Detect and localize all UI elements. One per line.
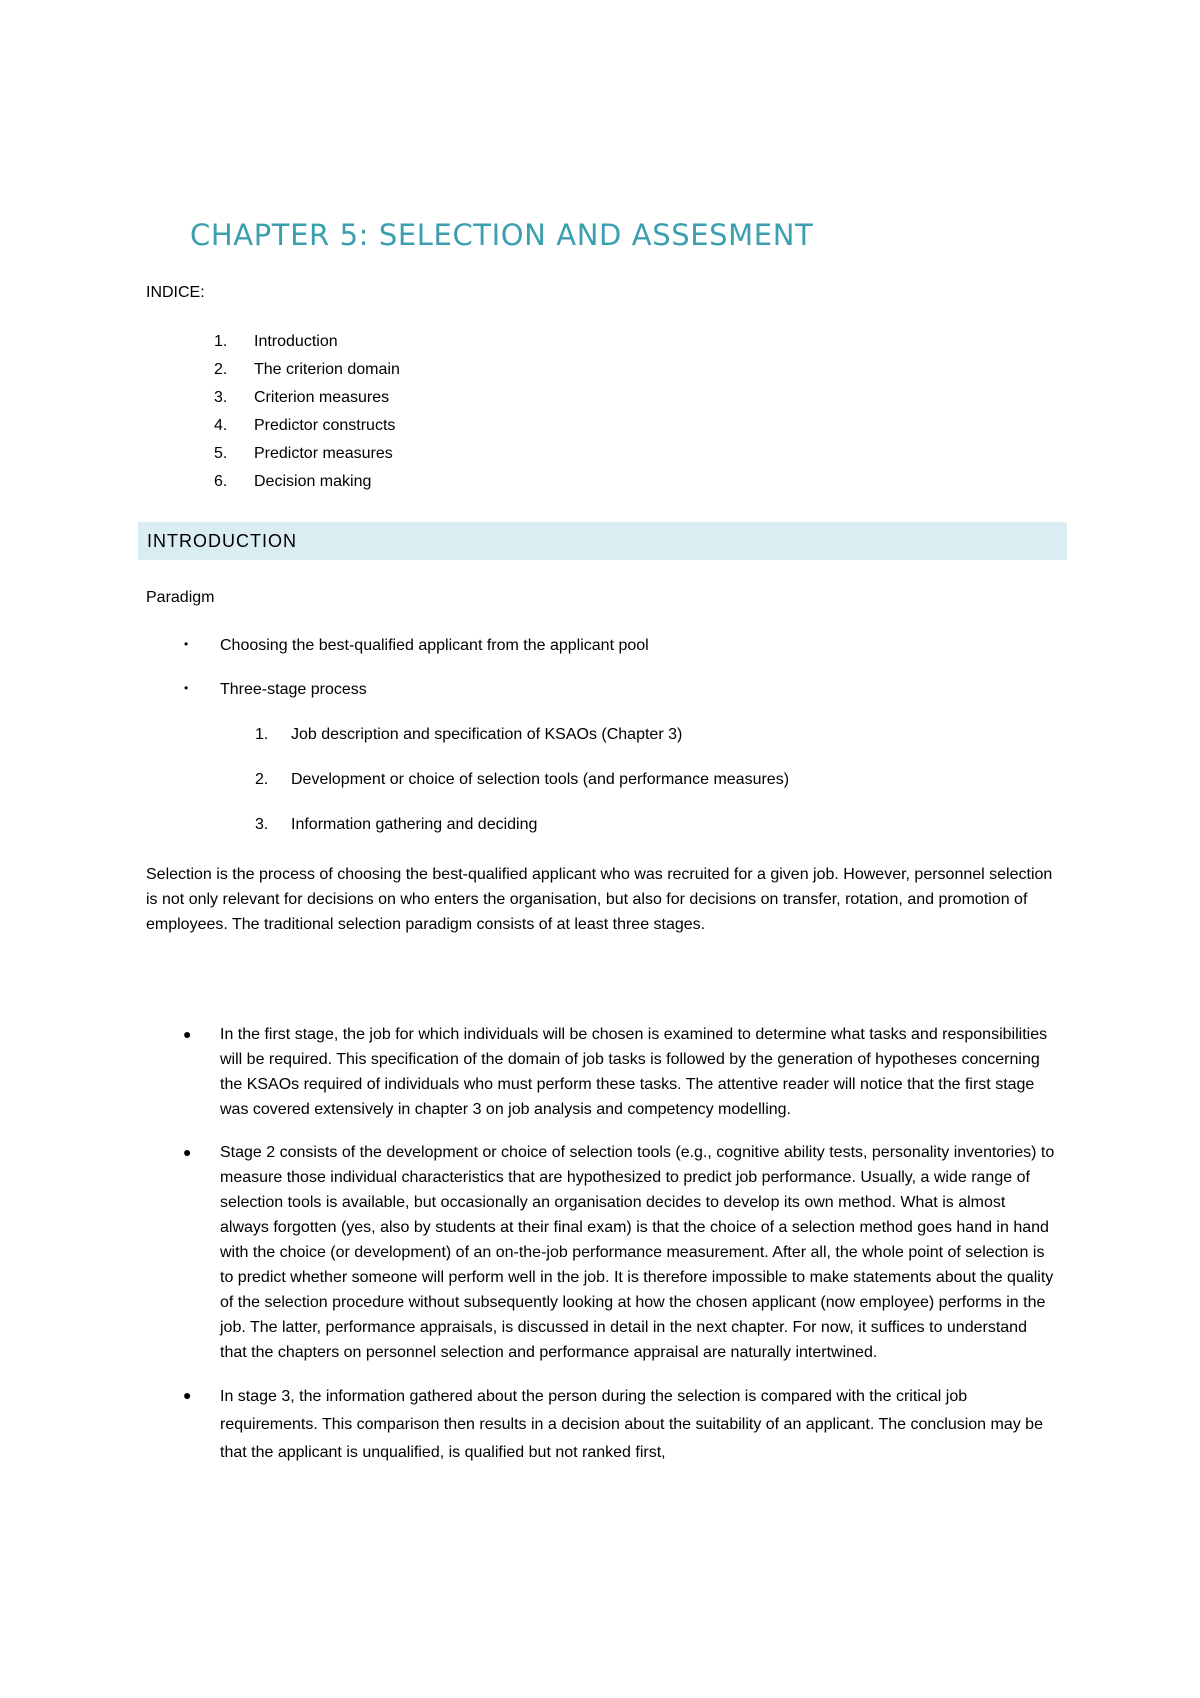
table-of-contents	[214, 333, 400, 501]
list-item: • Three-stage process	[184, 681, 367, 698]
toc-item: 5. Predictor measures	[214, 445, 393, 462]
list-item: ● In the first stage, the job for which individuals will be chosen is examined to determine what tasks and responsibilities will be required. This specification of the domain of job tasks is followed by the generation of hypotheses concerning the KSAOs required of individuals who must perform these tasks. The attentive reader will notice that the first stage was covered extensively in chapter 3 on job analysis and competency modelling.	[178, 1022, 1058, 1122]
bullet-mark: •	[184, 637, 189, 651]
toc-item: 1. Introduction	[214, 333, 338, 350]
chapter-title: CHAPTER 5: SELECTION AND ASSESMENT	[190, 218, 814, 252]
list-item: • Choosing the best-qualified applicant from the applicant pool	[184, 637, 649, 654]
list-item: ● In stage 3, the information gathered about the person during the selection is compared with the critical job requirements. This comparison then results in a decision about the suitability of an applicant. The conclusion may be that the applicant is unqualified, is qualified but not ranked first,	[178, 1383, 1058, 1467]
bullet-mark: ●	[183, 1144, 192, 1160]
toc-item: 2. The criterion domain	[214, 361, 400, 378]
paradigm-bullet-list	[178, 637, 1058, 725]
bullet-mark: ●	[183, 1026, 192, 1042]
toc-item: 6. Decision making	[214, 473, 372, 490]
toc-item: 3. Criterion measures	[214, 389, 390, 406]
indice-label: INDICE:	[146, 284, 205, 301]
list-item: ● Stage 2 consists of the development or choice of selection tools (e.g., cognitive ability tests, personality inventories) to measure those individual characteristics that are hypothesized to predict job performance. Usually, a wide range of selection tools is available, but occasionally an organisation decides to develop its own method. What is almost always forgotten (yes, also by students at their final exam) is that the choice of a selection method goes hand in hand with the choice (or development) of an on-the-job performance measurement. After all, the whole point of selection is to predict whether someone will perform well in the job. It is therefore impossible to make statements about the quality of the selection procedure without subsequently looking at how the chosen applicant (now employee) performs in the job. The latter, performance appraisals, is discussed in detail in the next chapter. For now, it suffices to understand that the chapters on personnel selection and performance appraisal are naturally intertwined.	[178, 1140, 1058, 1365]
toc-item: 4. Predictor constructs	[214, 417, 396, 434]
paradigm-label: Paradigm	[146, 589, 215, 606]
document-page: CHAPTER 5: SELECTION AND ASSESMENT INDICE: 1. Introduction 2. The criterion domain 3. Criterion measures 4. Predictor constructs 5. Predictor measures 6. Decision making INTRODUCTION Paradigm • Choosing the best-qualified applicant from the applicant pool • Three-stage process 1. Job description and specification of KSAOs (Chapter 3) 2. Development or choice of selection tools (and performance measures) 3. Information gathering and deciding Selection is the process of choosing the best-qualified applicant who was recruited for a given job. However, personnel selection is not only relevant for decisions on who enters the organisation, but also for decisions on transfer, rotation, and promotion of employees. The traditional selection paradigm consists of at least three stages. ● In the first stage, the job for which individuals will be chosen is examined to determine what tasks and responsibilities will be required. This specification of the domain of job tasks is followed by the generation of hypotheses concerning the KSAOs required of individuals who must perform these tasks. The attentive reader will notice that the first stage was covered extensively in chapter 3 on job analysis and competency modelling. ● Stage 2 consists of the development or choice of selection tools (e.g., cognitive ability tests, personality inventories) to measure those individual characteristics that are hypothesized to predict job performance. Usually, a wide range of selection tools is available, but occasionally an organisation decides to develop its own method. What is almost always forgotten (yes, also by students at their final exam) is that the choice of a selection method goes hand in hand with the choice (or development) of an on-the-job performance measurement. After all, the whole point of selection is to predict whether someone will perform well in the job. It is therefore impossible to make statements about the quality of the selection procedure without subsequently looking at how the chosen applicant (now employee) performs in the job. The latter, performance appraisals, is discussed in detail in the next chapter. For now, it suffices to understand that the chapters on personnel selection and performance appraisal are naturally intertwined. ● In stage 3, the information gathered about the person during the selection is compared with the critical job requirements. This comparison then results in a decision about the suitability of an applicant. The conclusion may be that the applicant is unqualified, is qualified but not ranked first,	[0, 0, 1200, 1698]
intro-paragraph: Selection is the process of choosing the best-qualified applicant who was recruited for a given job. However, personnel selection is not only relevant for decisions on who enters the organisation, but also for decisions on transfer, rotation, and promotion of employees. The traditional selection paradigm consists of at least three stages.	[146, 866, 1053, 933]
bullet-mark: ●	[183, 1387, 192, 1403]
section-heading-bar	[138, 522, 1067, 560]
section-heading: INTRODUCTION	[147, 531, 297, 551]
bullet-mark: •	[184, 681, 189, 695]
stage-detail-list	[178, 1022, 1058, 1485]
